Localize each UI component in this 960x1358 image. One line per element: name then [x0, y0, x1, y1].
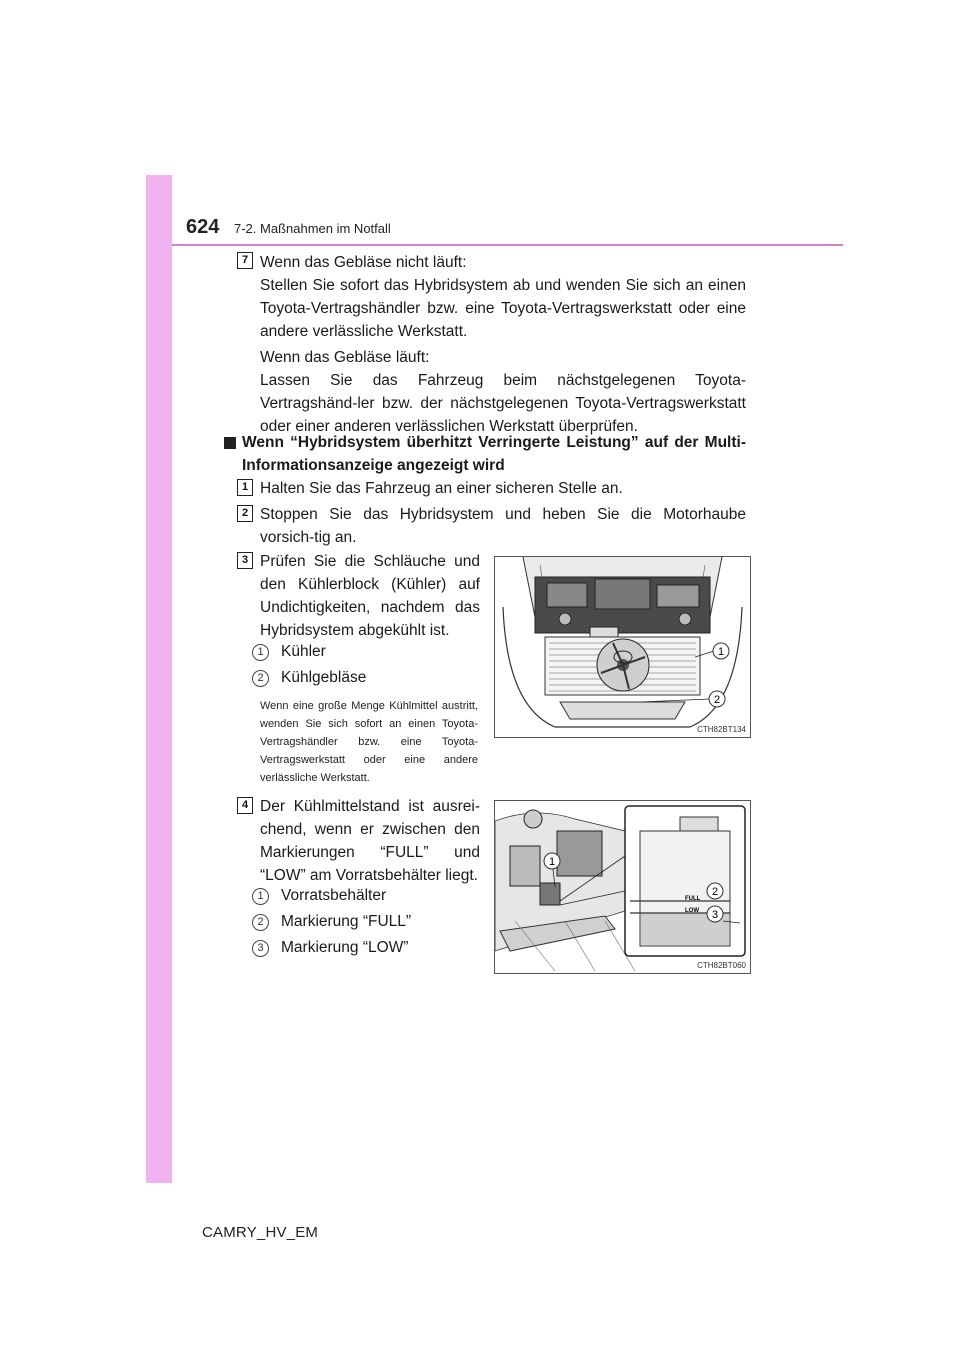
engine-bay-figure [494, 556, 751, 738]
figure-callout: 2 [711, 886, 719, 898]
figure-code: CTH82BT134 [697, 725, 746, 734]
item-number: 3 [252, 940, 269, 957]
section-heading: Wenn “Hybridsystem überhitzt Verringerte Leistung” auf der Multi-Informationsanzeige angezeigt wird [242, 434, 746, 474]
item-label-full-mark: Markierung “FULL” [281, 913, 412, 930]
step-4-marker: 4 [237, 797, 253, 814]
item-label-low-mark: Markierung “LOW” [281, 939, 409, 956]
figure-callout: 1 [717, 646, 725, 658]
full-mark-label: FULL [685, 896, 701, 902]
item-number: 1 [252, 644, 269, 661]
page-number: 624 [186, 216, 220, 238]
chapter-sidebar-tab [146, 175, 172, 1183]
coolant-reservoir-figure [494, 800, 751, 974]
step-2-marker: 2 [237, 505, 253, 522]
section-title: 7-2. Maßnahmen im Notfall [234, 221, 391, 236]
coolant-reservoir-illustration [495, 801, 750, 973]
step-3-text: Prüfen Sie die Schläuche und den Kühlerblock (Kühler) auf Undichtigkeiten, nachdem das Hybridsystem abgekühlt ist. [260, 553, 480, 639]
heading-bullet [224, 437, 236, 449]
step-1-text: Halten Sie das Fahrzeug an einer sicheren Stelle an. [260, 480, 623, 497]
low-mark-label: LOW [685, 908, 699, 914]
step-1-marker: 1 [237, 479, 253, 496]
figure-code: CTH82BT060 [697, 961, 746, 970]
step-2-text: Stoppen Sie das Hybridsystem und heben Sie die Motorhaube vorsich-tig an. [260, 506, 746, 546]
header-divider [172, 244, 843, 246]
item-label-cooling-fan: Kühlgebläse [281, 669, 367, 686]
step-7-marker: 7 [237, 252, 253, 269]
item-number: 1 [252, 888, 269, 905]
fan-running-text: Lassen Sie das Fahrzeug beim nächstgelegenen Toyota-Vertragshänd-ler bzw. der nächstgelegenen Toyota-Vertragswerkstatt oder einer anderen verlässlichen Werkstatt überprüfen. [260, 372, 746, 435]
fan-not-running-text: Stellen Sie sofort das Hybridsystem ab und wenden Sie sich an einen Toyota-Vertragshändler bzw. eine Toyota-Vertragswerkstatt oder eine andere verlässliche Werkstatt. [260, 277, 746, 340]
footer-model-code: CAMRY_HV_EM [202, 1224, 319, 1241]
figure-callout: 2 [713, 694, 721, 706]
item-label-reservoir: Vorratsbehälter [281, 887, 387, 904]
figure-callout: 1 [548, 856, 556, 868]
item-number: 2 [252, 914, 269, 931]
coolant-leak-note: Wenn eine große Menge Kühlmittel austritt, wenden Sie sich sofort an einen Toyota-Vertragshändler bzw. eine Toyota-Vertragswerkstatt oder eine andere verlässliche Werkstatt. [260, 700, 478, 784]
step-3-marker: 3 [237, 552, 253, 569]
item-number: 2 [252, 670, 269, 687]
step-4-text: Der Kühlmittelstand ist ausrei-chend, wenn er zwischen den Markierungen “FULL” und “LOW” am Vorratsbehälter liegt. [260, 798, 480, 884]
figure-callout: 3 [711, 909, 719, 921]
engine-bay-illustration [495, 557, 750, 737]
item-label-radiator: Kühler [281, 643, 326, 660]
fan-not-running-title: Wenn das Gebläse nicht läuft: [260, 254, 467, 271]
fan-running-title: Wenn das Gebläse läuft: [260, 349, 430, 366]
